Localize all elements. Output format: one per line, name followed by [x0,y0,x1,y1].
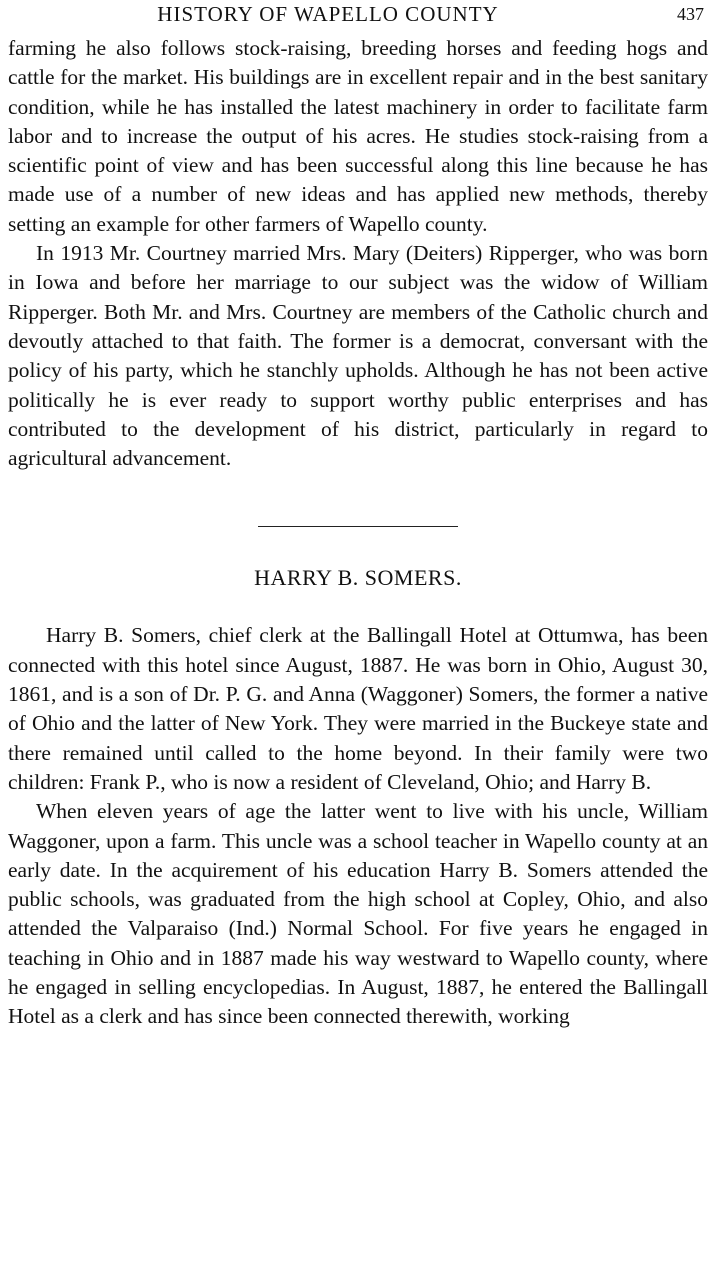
running-header [8,0,708,34]
running-title: HISTORY OF WAPELLO COUNTY [157,2,499,26]
previous-biography-section [8,34,708,473]
section-divider-rule [258,526,458,527]
paragraph: In 1913 Mr. Courtney married Mrs. Mary (Deiters) Ripperger, who was born in Iowa and before her marriage to our subject was the widow of William Ripperger. Both Mr. and Mrs. Courtney are members of the Catholic church and devoutly attached to that faith. The former is a democrat, conversant with the policy of his party, which he stanchly upholds. Although he has not been active politically he is ever ready to support worthy public enterprises and has contributed to the development of his district, particularly in regard to agricultural advancement. [8,241,708,471]
section-heading: HARRY B. SOMERS. [254,565,462,591]
paragraph-continued: farming he also follows stock-raising, breeding horses and feeding hogs and cattle for the market. His buildings are in excellent repair and in the best sanitary condition, while he has installed the latest machinery in order to facilitate farm labor and to increase the output of his acres. He studies stock-raising from a scientific point of view and has been successful along this line because he has made use of a number of new ideas and has applied new methods, thereby setting an example for other farmers of Wapello county. [8,36,708,236]
page-number: 437 [677,4,704,24]
biography-section [8,565,708,1031]
paragraph: Harry B. Somers, chief clerk at the Ballingall Hotel at Ottumwa, has been connected with this hotel since August, 1887. He was born in Ohio, August 30, 1861, and is a son of Dr. P. G. and Anna (Waggoner) Somers, the former a native of Ohio and the latter of New York. They were married in the Buckeye state and there remained until called to the home beyond. In their family were two children: Frank P., who is now a resident of Cleveland, Ohio; and Harry B. [8,623,708,794]
paragraph: When eleven years of age the latter went to live with his uncle, William Waggoner, upon a farm. This uncle was a school teacher in Wapello county at an early date. In the acquirement of his education Harry B. Somers attended the public schools, was graduated from the high school at Copley, Ohio, and also attended the Valparaiso (Ind.) Normal School. For five years he engaged in teaching in Ohio and in 1887 made his way westward to Wapello county, where he engaged in selling encyclopedias. In August, 1887, he entered the Ballingall Hotel as a clerk and has since been connected therewith, working [8,799,708,1029]
